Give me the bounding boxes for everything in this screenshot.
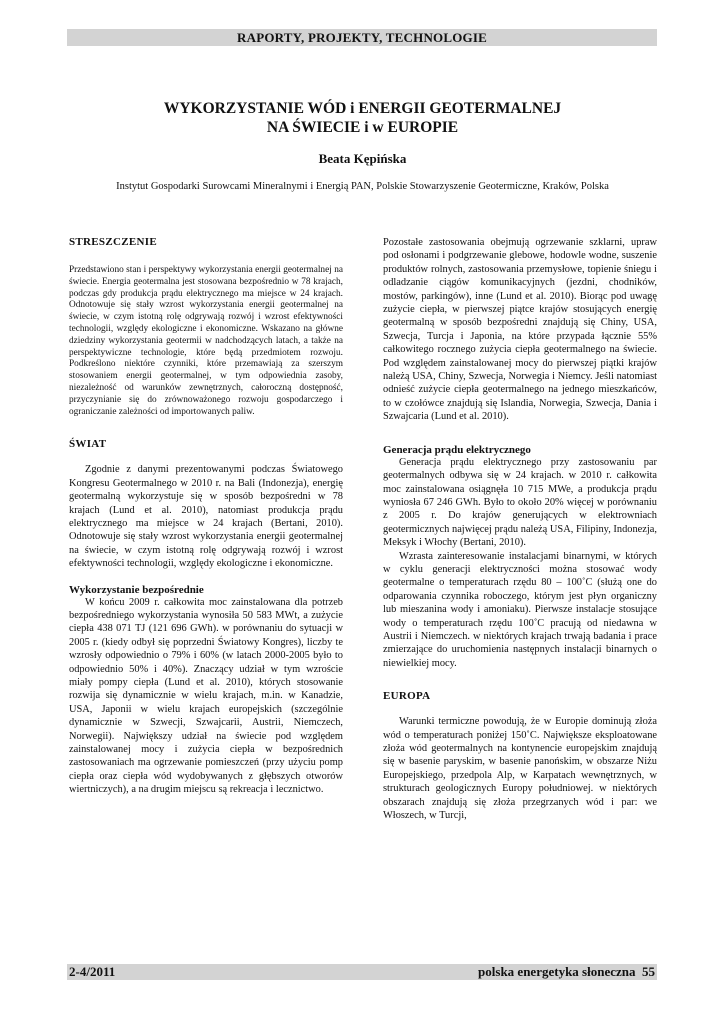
author-name: Beata Kępińska	[318, 151, 407, 166]
left-column	[69, 236, 343, 797]
author-affiliation: Instytut Gospodarki Surowcami Mineralnymi i Energią PAN, Polskie Stowarzyszenie Geotermiczne, Kraków, Polska	[116, 181, 609, 192]
power-generation-heading: Generacja prądu elektrycznego	[383, 443, 531, 456]
direct-use-paragraph: W końcu 2009 r. całkowita moc zainstalowana dla potrzeb bezpośredniego wykorzystania wynosiła 50 583 MWt, a zużycie ciepła 438 071 TJ (121 696 GWh). w porównaniu do sytuacji w 2005 r. (kiedy odbył się poprzedni Światowy Kongres), liczby te wzrosły odpowiednio o 79% i 60% (w latach 2000-2005 było to odpowiednio 50% i 40%). Znaczący udział w tym wzroście miały pompy ciepła (Lund et al. 2010), których stosowanie rozwija się dynamicznie w wielu krajach, m.in. w Kanadzie, USA, Japonii w wielu krajach europejskich (szczególnie dynamicznie w Szwecji, Szwajcarii, Austrii, Niemczech, Norwegii). Największy udział na świecie pod względem zainstalowanej mocy i zużycia ciepła w bezpośrednich zastosowaniach ma ogrzewanie pomieszczeń (przy użyciu pomp ciepła oraz ciepła wód wydobywanych z głębszych otworów wiertniczych), a na drugim miejscu są rekreacja i lecznictwo.	[69, 596, 343, 796]
abstract-text: Przedstawiono stan i perspektywy wykorzystania energii geotermalnej na świecie. Energia geotermalna jest stosowana bezpośrednio w 78 krajach, podczas gdy produkcja prądu elektrycznego ma miejsce w 24 krajach. Odnotowuje się stały wzrost wykorzystania energii geotermalnej na świecie, w czym istotną rolę odgrywają rozwój i wzrost efektywności technologii, względy ekologiczne i ekonomiczne. Wskazano na główne dziedziny wykorzystania geotermii w nadchodzących latach, a także na perspektywiczne technologie, które będą przedmiotem rozwoju. Podkreślono niektóre czynniki, które przemawiają za szerszym stosowaniem energii geotermalnej, w tym odpowiednia zasoby, niezależność od warunków zewnętrznych, całoroczną dostępność, przyczynianie się do zrównoważonego rozwoju gospodarczego i ograniczanie zależności od importowanych paliw.	[69, 265, 343, 417]
world-heading: ŚWIAT	[69, 438, 107, 451]
right-column	[383, 236, 657, 822]
world-paragraph: Zgodnie z danymi prezentowanymi podczas Światowego Kongresu Geotermalnego w 2010 r. na Bali (Indonezja), energię geotermalną wykorzystuje się w sposób bezpośredni w 78 krajach (Lund et al. 2010), natomiast produkcja prądu elektrycznego ma miejsce w 24 krajach (Bertani, 2010). Odnotowuje się stały wzrost wykorzystania energii geotermalnej na świecie, w czym istotną rolę odgrywają rozwój i wzrost efektywności technologii, względy ekologiczne i ekonomiczne.	[69, 464, 343, 570]
power-generation-paragraph-1: Generacja prądu elektrycznego przy zastosowaniu par geotermalnych odbywa się w 24 krajach. w 2010 r. całkowita moc zainstalowana osiągnęła 10 715 MWe, a produkcja prądu wyniosła 67 246 GWh. Było to około 20% więcej w porównaniu z 2005 r. Do krajów generujących w elektrowniach geotermicznych najwięcej prądu należą USA, Filipiny, Indonezja, Meksyk i Włochy (Bertani, 2010).	[383, 456, 657, 549]
journal-name: polska energetyka słoneczna	[478, 964, 636, 979]
abstract-heading: STRESZCZENIE	[69, 236, 157, 248]
direct-use-heading: Wykorzystanie bezpośrednie	[69, 583, 204, 596]
page-footer	[67, 964, 657, 980]
power-generation-paragraph-2: Wzrasta zainteresowanie instalacjami binarnymi, w których w cyklu generacji elektryczności można stosować wody geotermalne o temperaturach rzędu 80 – 100˚C (służą one do odparowania czynnika roboczego, którym jest płyn organiczny lub mieszanina wody i amoniaku). Pierwsze instalacje stosujące wody o temperaturach rzędu 100˚C pracują od niedawna w Austrii i Niemczech. w niektórych krajach trwają badania i prace zmierzające do uruchomienia następnych instalacji binarnych o niewielkiej mocy.	[383, 550, 657, 669]
europe-heading: EUROPA	[383, 690, 431, 703]
other-uses-paragraph: Pozostałe zastosowania obejmują ogrzewanie szklarni, upraw pod osłonami i podgrzewanie glebowe, hodowle wodne, suszenie produktów rolnych, zastosowania przemysłowe, topienie śniegu i odladzanie ciągów komunikacyjnych (jezdni, chodników, mostów, parkingów), inne (Lund et al. 2010). Biorąc pod uwagę zużycie ciepła, w pierwszej piątce krajów stosujących energię geotermalną w sposób bezpośredni znajdują się Chiny, USA, Szwecja, Turcja i Japonia, na które przypada łącznie 55% całkowitego rocznego zużycia ciepła geotermalnego na świecie. Pod względem zainstalowanej mocy do pierwszej piątki krajów należą USA, Chiny, Szwecja, Norwegia i Niemcy. Jeśli natomiast odnieść zużycie ciepła geotermalnego na jednego mieszkańców, to w czołówce znajdują się Islandia, Norwegia, Szwecja, Dania i Szwajcaria (Lund et al. 2010).	[383, 237, 657, 423]
journal-section-header: RAPORTY, PROJEKTY, TECHNOLOGIE	[67, 29, 657, 46]
article-title	[60, 99, 665, 137]
europe-paragraph: Warunki termiczne powodują, że w Europie dominują złoża wód o temperaturach poniżej 150˚C. Największe eksploatowane złoża wód geotermalnych na kontynencie europejskim znajdują się w basenie paryskim, w basenie panońskim, w obszarze Niżu Europejskiego, przedpola Alp, w Karpatach wewnętrznych, w strukturach geologicznych Europy południowej. w niektórych obszarach znajdują się złoża przegrzanych wód i par: we Włoszech, w Turcji,	[383, 716, 657, 822]
page-number: 55	[642, 964, 655, 979]
footer-journal-info	[478, 964, 655, 980]
issue-number: 2-4/2011	[69, 964, 116, 979]
article-title-line-2: NA ŚWIECIE i w EUROPIE	[266, 119, 459, 136]
article-title-line-1: WYKORZYSTANIE WÓD i ENERGII GEOTERMALNEJ	[163, 100, 562, 117]
